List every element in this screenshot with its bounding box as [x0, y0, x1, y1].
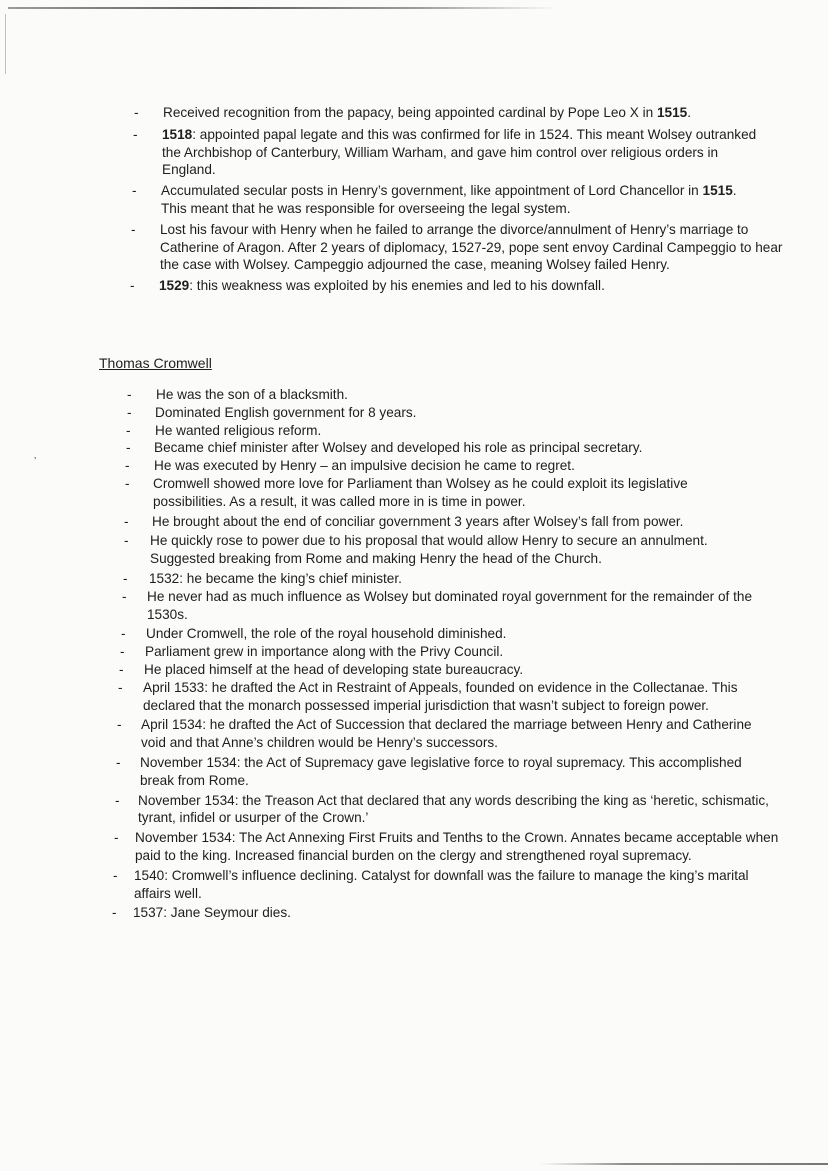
bullet-dash: - [121, 626, 126, 642]
cromwell-point-item [0, 904, 828, 922]
wolsey-point-text [160, 222, 782, 273]
top-edge-line [8, 7, 558, 9]
cromwell-point-text: He wanted religious reform. [155, 422, 322, 438]
bullet-dash: - [126, 422, 131, 438]
bullet-dash: - [115, 792, 120, 808]
bullet-dash: - [124, 513, 129, 529]
bullet-dash: - [119, 661, 124, 677]
text-run: Received recognition from the papacy, being appointed cardinal by Pope Leo X in [163, 105, 657, 120]
bullet-dash: - [112, 905, 117, 921]
text-run: : this weakness was exploited by his enemies and led to his downfall. [189, 278, 605, 294]
cromwell-point-text: November 1534: The Act Annexing First Fruits and Tenths to the Crown. Annates became acceptable when paid to the king. Increased financial burden on the clergy and strengthened royal supremacy. [135, 830, 779, 863]
cromwell-point-item [0, 475, 828, 511]
bullet-dash: - [116, 754, 121, 770]
bullet-dash: - [118, 679, 123, 695]
cromwell-point-text: Parliament grew in importance along with the Privy Council. [145, 644, 504, 660]
wolsey-bullet-list [0, 104, 828, 295]
wolsey-point-item [0, 126, 828, 179]
cromwell-point-text: He brought about the end of conciliar government 3 years after Wolsey’s fall from power. [152, 513, 684, 529]
cromwell-point-text: Dominated English government for 8 years. [155, 404, 417, 420]
cromwell-point-text: April 1533: he drafted the Act in Restraint of Appeals, founded on evidence in the Collectanae. This declared that the monarch possessed imperial jurisdiction that wasn’t subject to foreign power. [143, 679, 738, 713]
bullet-dash: - [127, 404, 132, 420]
cromwell-point-text: Became chief minister after Wolsey and developed his role as principal secretary. [154, 440, 643, 456]
cromwell-point-item [0, 404, 828, 422]
bold-year: 1515 [656, 105, 688, 120]
cromwell-point-text: He was executed by Henry – an impulsive decision he came to regret. [154, 458, 575, 474]
bullet-dash: - [125, 458, 130, 474]
cromwell-point-text: November 1534: the Treason Act that declared that any words describing the king as ‘heretic, schismatic, tyrant, infidel or usurper of the Crown.’ [138, 792, 769, 826]
cromwell-point-item [0, 643, 828, 661]
wolsey-point-item [0, 277, 828, 295]
cromwell-point-item [0, 422, 828, 440]
bullet-dash: - [117, 717, 122, 733]
cromwell-point-item [0, 588, 828, 624]
bullet-dash: - [132, 183, 137, 199]
bold-year: 1515 [702, 183, 733, 199]
cromwell-point-text: He was the son of a blacksmith. [156, 387, 348, 402]
text-run: : appointed papal legate and this was confirmed for life in 1524. This meant Wolsey outranked the Archbishop of Canterbury, William Warham, and gave him control over religious orders in England. [162, 126, 757, 178]
bullet-dash: - [125, 475, 130, 491]
text-run: Lost his favour with Henry when he failed to arrange the divorce/annulment of Henry’s marriage to Catherine of Aragon. After 2 years of diplomacy, 1527-29, pope sent envoy Cardinal Campeggio to hear the case with Wolsey. Campeggio adjourned the case, meaning Wolsey failed Henry. [160, 221, 783, 273]
bullet-dash: - [123, 570, 128, 586]
bullet-dash: - [134, 105, 139, 120]
bullet-dash: - [113, 867, 118, 883]
bullet-dash: - [130, 278, 135, 294]
cromwell-point-item [0, 829, 828, 865]
wolsey-point-item [0, 104, 828, 122]
wolsey-point-item [0, 182, 828, 218]
cromwell-point-text: April 1534: he drafted the Act of Succession that declared the marriage between Henry and Catherine void and that Anne’s children would be Henry’s successors. [141, 717, 752, 751]
bold-year: 1518 [162, 126, 193, 142]
bullet-dash: - [124, 533, 129, 549]
text-run: . [687, 105, 692, 120]
bullet-dash: - [120, 644, 125, 660]
cromwell-point-item [0, 792, 828, 828]
wolsey-point-text [162, 127, 756, 178]
bottom-edge-line [540, 1163, 828, 1165]
cromwell-point-item [0, 513, 828, 531]
cromwell-point-text: He never had as much influence as Wolsey but dominated royal government for the remainder of the 1530s. [147, 588, 753, 622]
cromwell-point-item [0, 439, 828, 457]
wolsey-point-item [0, 221, 828, 274]
bullet-dash: - [133, 126, 138, 142]
wolsey-point-text [159, 278, 605, 293]
cromwell-point-item [0, 867, 828, 903]
cromwell-point-text: 1540: Cromwell’s influence declining. Catalyst for downfall was the failure to manage the king’s marital affairs well. [134, 867, 749, 901]
bullet-dash: - [126, 440, 131, 456]
section-heading-cromwell: Thomas Cromwell [99, 355, 212, 371]
cromwell-point-item [0, 532, 828, 568]
cromwell-point-item [0, 716, 828, 752]
cromwell-point-item [0, 661, 828, 679]
cromwell-bullet-list [0, 386, 828, 922]
cromwell-point-text: Cromwell showed more love for Parliament than Wolsey as he could exploit its legislative possibilities. As a result, it was called more in is time in power. [153, 475, 688, 509]
bullet-dash: - [127, 387, 132, 402]
text-run: Accumulated secular posts in Henry’s government, like appointment of Lord Chancellor in [161, 183, 703, 199]
left-edge-line [5, 14, 6, 74]
cromwell-point-item [0, 679, 828, 715]
bullet-dash: - [114, 830, 119, 846]
cromwell-point-item [0, 625, 828, 643]
cromwell-point-item [0, 386, 828, 404]
cromwell-point-item [0, 457, 828, 475]
cromwell-point-text: Under Cromwell, the role of the royal household diminished. [146, 626, 507, 642]
bullet-dash: - [122, 588, 127, 604]
cromwell-point-text: 1537: Jane Seymour dies. [133, 905, 291, 921]
bold-year: 1529 [159, 278, 190, 294]
cromwell-point-text: November 1534: the Act of Supremacy gave legislative force to royal supremacy. This accomplished break from Rome. [140, 754, 742, 788]
wolsey-point-text [163, 105, 691, 120]
cromwell-point-text: He placed himself at the head of developing state bureaucracy. [144, 661, 524, 677]
bullet-dash: - [131, 221, 136, 237]
text-run: . This meant that he was responsible for overseeing the legal system. [161, 183, 737, 216]
cromwell-point-text: 1532: he became the king’s chief minister. [149, 570, 402, 586]
cromwell-point-item [0, 570, 828, 588]
wolsey-point-text [161, 183, 737, 216]
stray-mark: ‚ [34, 450, 37, 461]
cromwell-point-item [0, 754, 828, 790]
cromwell-point-text: He quickly rose to power due to his proposal that would allow Henry to secure an annulment. Suggested breaking from Rome and making Henry the head of the Church. [150, 533, 708, 567]
